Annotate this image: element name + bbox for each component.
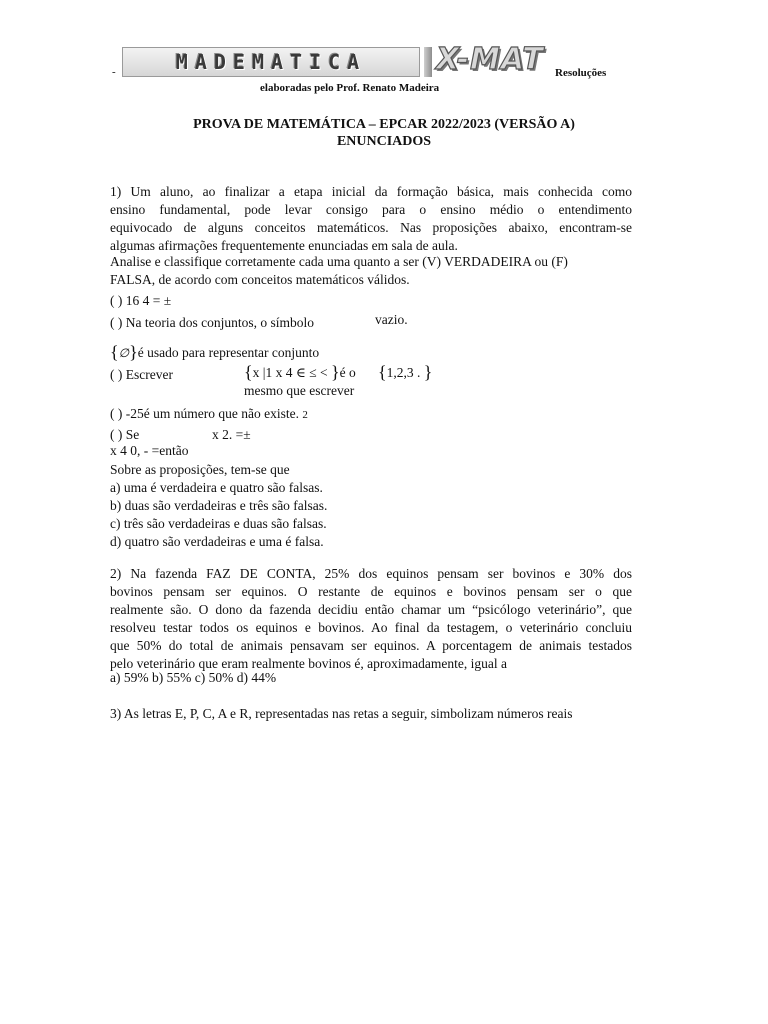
xmat-logo: X-MAT [436, 42, 544, 77]
q3-statement: 3) As letras E, P, C, A e R, representadas nas retas a seguir, simbolizam números reais [110, 706, 573, 721]
proposition-2: ( ) Na teoria dos conjuntos, o símbolo [110, 315, 314, 330]
brace-open: { [378, 362, 387, 382]
logo-separator [424, 47, 432, 77]
proposition-5: ( ) Se [110, 427, 140, 442]
logo-text: MADEMATICA [175, 50, 367, 74]
q2-statement [110, 565, 632, 673]
q2-line: resolveu testar todos os equinos e bovinos. Ao final da testagem, o veterinário concluiu [110, 620, 632, 635]
brace-open: { [244, 362, 253, 382]
superscript-2: 2 [302, 409, 308, 421]
q1-instruction-1: Analise e classifique corretamente cada uma quanto a ser (V) VERDADEIRA ou (F) [110, 254, 568, 269]
proposition-2-cont [110, 342, 319, 362]
q2-line: bovinos pensam ser equinos. O restante de equinos e bovinos pensam ser o que [110, 584, 632, 599]
q1-option-b: b) duas são verdadeiras e três são falsas. [110, 498, 328, 513]
q1-question: Sobre as proposições, tem-se que [110, 462, 290, 477]
q1-intro-line: equivocado de alguns conceitos matemáticos. Nas proposições abaixo, encontram-se [110, 220, 632, 235]
q2-line: realmente são. O dono da fazenda decidiu então chamar um “psicólogo veterinário”, que [110, 602, 632, 617]
set-list: 1,2,3 . [386, 365, 421, 380]
brace-open: { [110, 342, 119, 362]
mademática-logo [122, 47, 420, 77]
emptyset-symbol: ∅ [118, 346, 130, 360]
proposition-3-line2: mesmo que escrever [244, 383, 355, 398]
q1-option-d: d) quatro são verdadeiras e uma é falsa. [110, 534, 324, 549]
q2-options: a) 59% b) 55% c) 50% d) 44% [110, 670, 277, 685]
proposition-5-right: x 2. =± [212, 427, 251, 442]
q1-option-c: c) três são verdadeiras e duas são falsas. [110, 516, 327, 531]
proposition-2-vazio: vazio. [375, 312, 408, 327]
header-dash: - [112, 66, 116, 78]
q1-option-a: a) uma é verdadeira e quatro são falsas. [110, 480, 323, 495]
brace-close: } [129, 342, 138, 362]
page-title: PROVA DE MATEMÁTICA – EPCAR 2022/2023 (VERSÃO A) [193, 117, 575, 132]
proposition-5-line2: x 4 0, - =então [110, 443, 189, 458]
proposition-3-set2 [378, 362, 432, 382]
brace-close: } [423, 362, 433, 382]
q1-intro [110, 183, 632, 255]
q2-line: que 50% do total de animais pensavam ser equinos. A porcentagem de animais testados [110, 638, 632, 653]
page-subtitle: ENUNCIADOS [336, 134, 432, 149]
q1-intro-line: 1) Um aluno, ao finalizar a etapa inicial da formação básica, mais conhecida como [110, 184, 632, 199]
q1-intro-line: algumas afirmações frequentemente enunciadas em sala de aula. [110, 238, 458, 253]
proposition-3-eo: é o [339, 365, 356, 380]
brace-close: } [330, 362, 340, 382]
proposition-4-text: ( ) -25é um número que não existe. [110, 406, 299, 421]
proposition-1: ( ) 16 4 = ± [110, 293, 172, 308]
proposition-2-rest: é usado para representar conjunto [137, 345, 320, 360]
proposition-4 [110, 405, 308, 424]
proposition-3-set [244, 362, 356, 382]
credit-line-1: Resoluções [555, 67, 607, 79]
set-builder: x |1 x 4 ∈ ≤ < [252, 365, 328, 380]
q1-intro-line: ensino fundamental, pode levar consigo para o ensino médio o entendimento [110, 202, 632, 217]
q2-line: 2) Na fazenda FAZ DE CONTA, 25% dos equinos pensam ser bovinos e 30% dos [110, 566, 632, 581]
q2-line: pelo veterinário que eram realmente bovinos é, aproximadamente, igual a [110, 656, 507, 671]
q1-instruction-2: FALSA, de acordo com conceitos matemáticos válidos. [110, 272, 410, 287]
credit-line-2: elaboradas pelo Prof. Renato Madeira [260, 82, 440, 94]
proposition-3: ( ) Escrever [110, 367, 173, 382]
